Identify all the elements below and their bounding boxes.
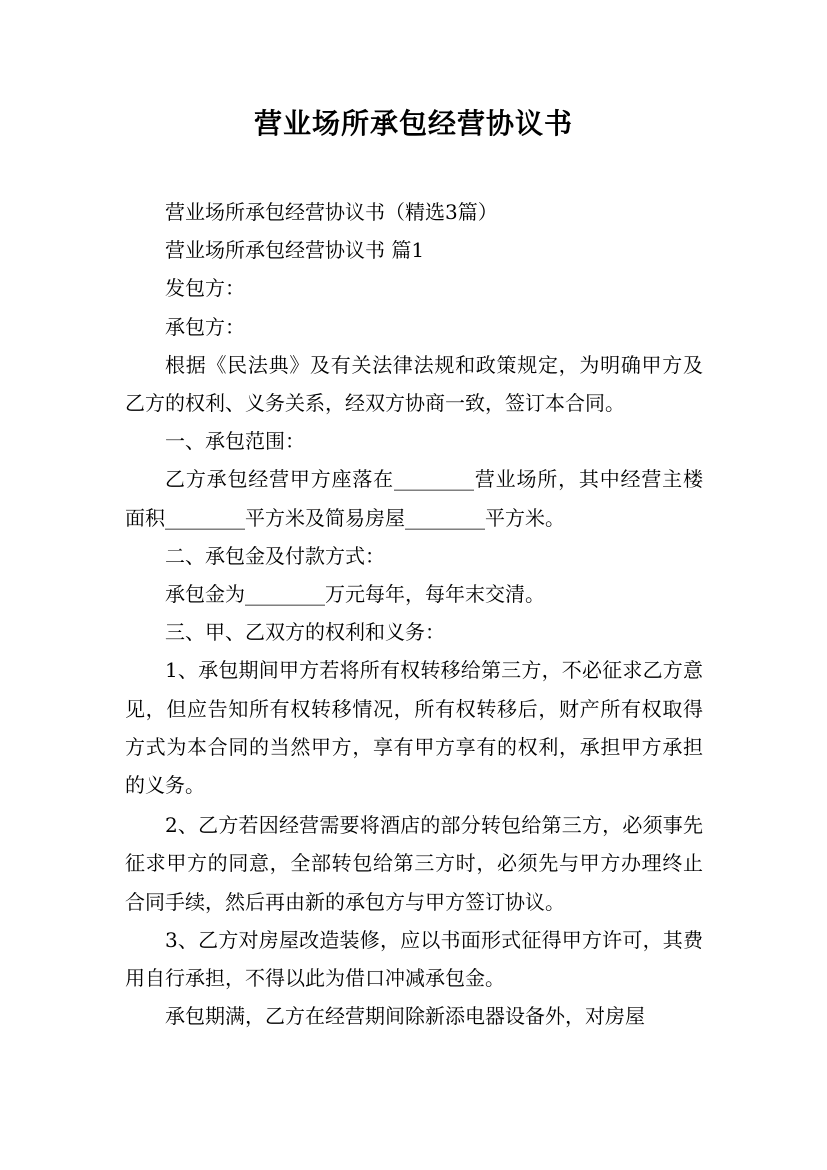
paragraph-clause-2-heading: 二、承包金及付款方式： xyxy=(165,543,385,568)
paragraph-clause-1-body: 乙方承包经营甲方座落在________营业场所，其中经营主楼面积________平方米及简易房屋________平方米。 xyxy=(125,467,703,530)
paragraph-item-1: 1、承包期间甲方若将所有权转移给第三方，不必征求乙方意见，但应告知所有权转移情况，所有权转移后，财产所有权取得方式为本合同的当然甲方，享有甲方享有的权利，承担甲方承担的义务。 xyxy=(125,658,703,798)
paragraph-item-3: 3、乙方对房屋改造装修，应以书面形式征得甲方许可，其费用自行承担，不得以此为借口冲减承包金。 xyxy=(125,927,703,991)
document-body xyxy=(125,193,703,1035)
paragraph-clause-2-body: 承包金为________万元每年，每年末交清。 xyxy=(165,582,545,607)
paragraph-section-heading: 营业场所承包经营协议书 篇1 xyxy=(165,238,425,263)
paragraph-clause-3-heading: 三、甲、乙双方的权利和义务： xyxy=(165,620,445,645)
paragraph-clause-1-heading: 一、承包范围： xyxy=(165,429,305,454)
document-title: 营业场所承包经营协议书 xyxy=(253,107,573,140)
paragraph-contractor: 承包方： xyxy=(165,314,245,339)
paragraph-term-end: 承包期满，乙方在经营期间除新添电器设备外，对房屋 xyxy=(165,1004,645,1029)
paragraph-issuer: 发包方： xyxy=(165,276,245,301)
paragraph-preamble: 根据《民法典》及有关法律法规和政策规定，为明确甲方及乙方的权利、义务关系，经双方协商一致，签订本合同。 xyxy=(125,352,703,416)
paragraph-subtitle: 营业场所承包经营协议书（精选3篇） xyxy=(165,200,498,224)
paragraph-item-2: 2、乙方若因经营需要将酒店的部分转包给第三方，必须事先征求甲方的同意，全部转包给第三方时，必须先与甲方办理终止合同手续，然后再由新的承包方与甲方签订协议。 xyxy=(125,813,703,914)
